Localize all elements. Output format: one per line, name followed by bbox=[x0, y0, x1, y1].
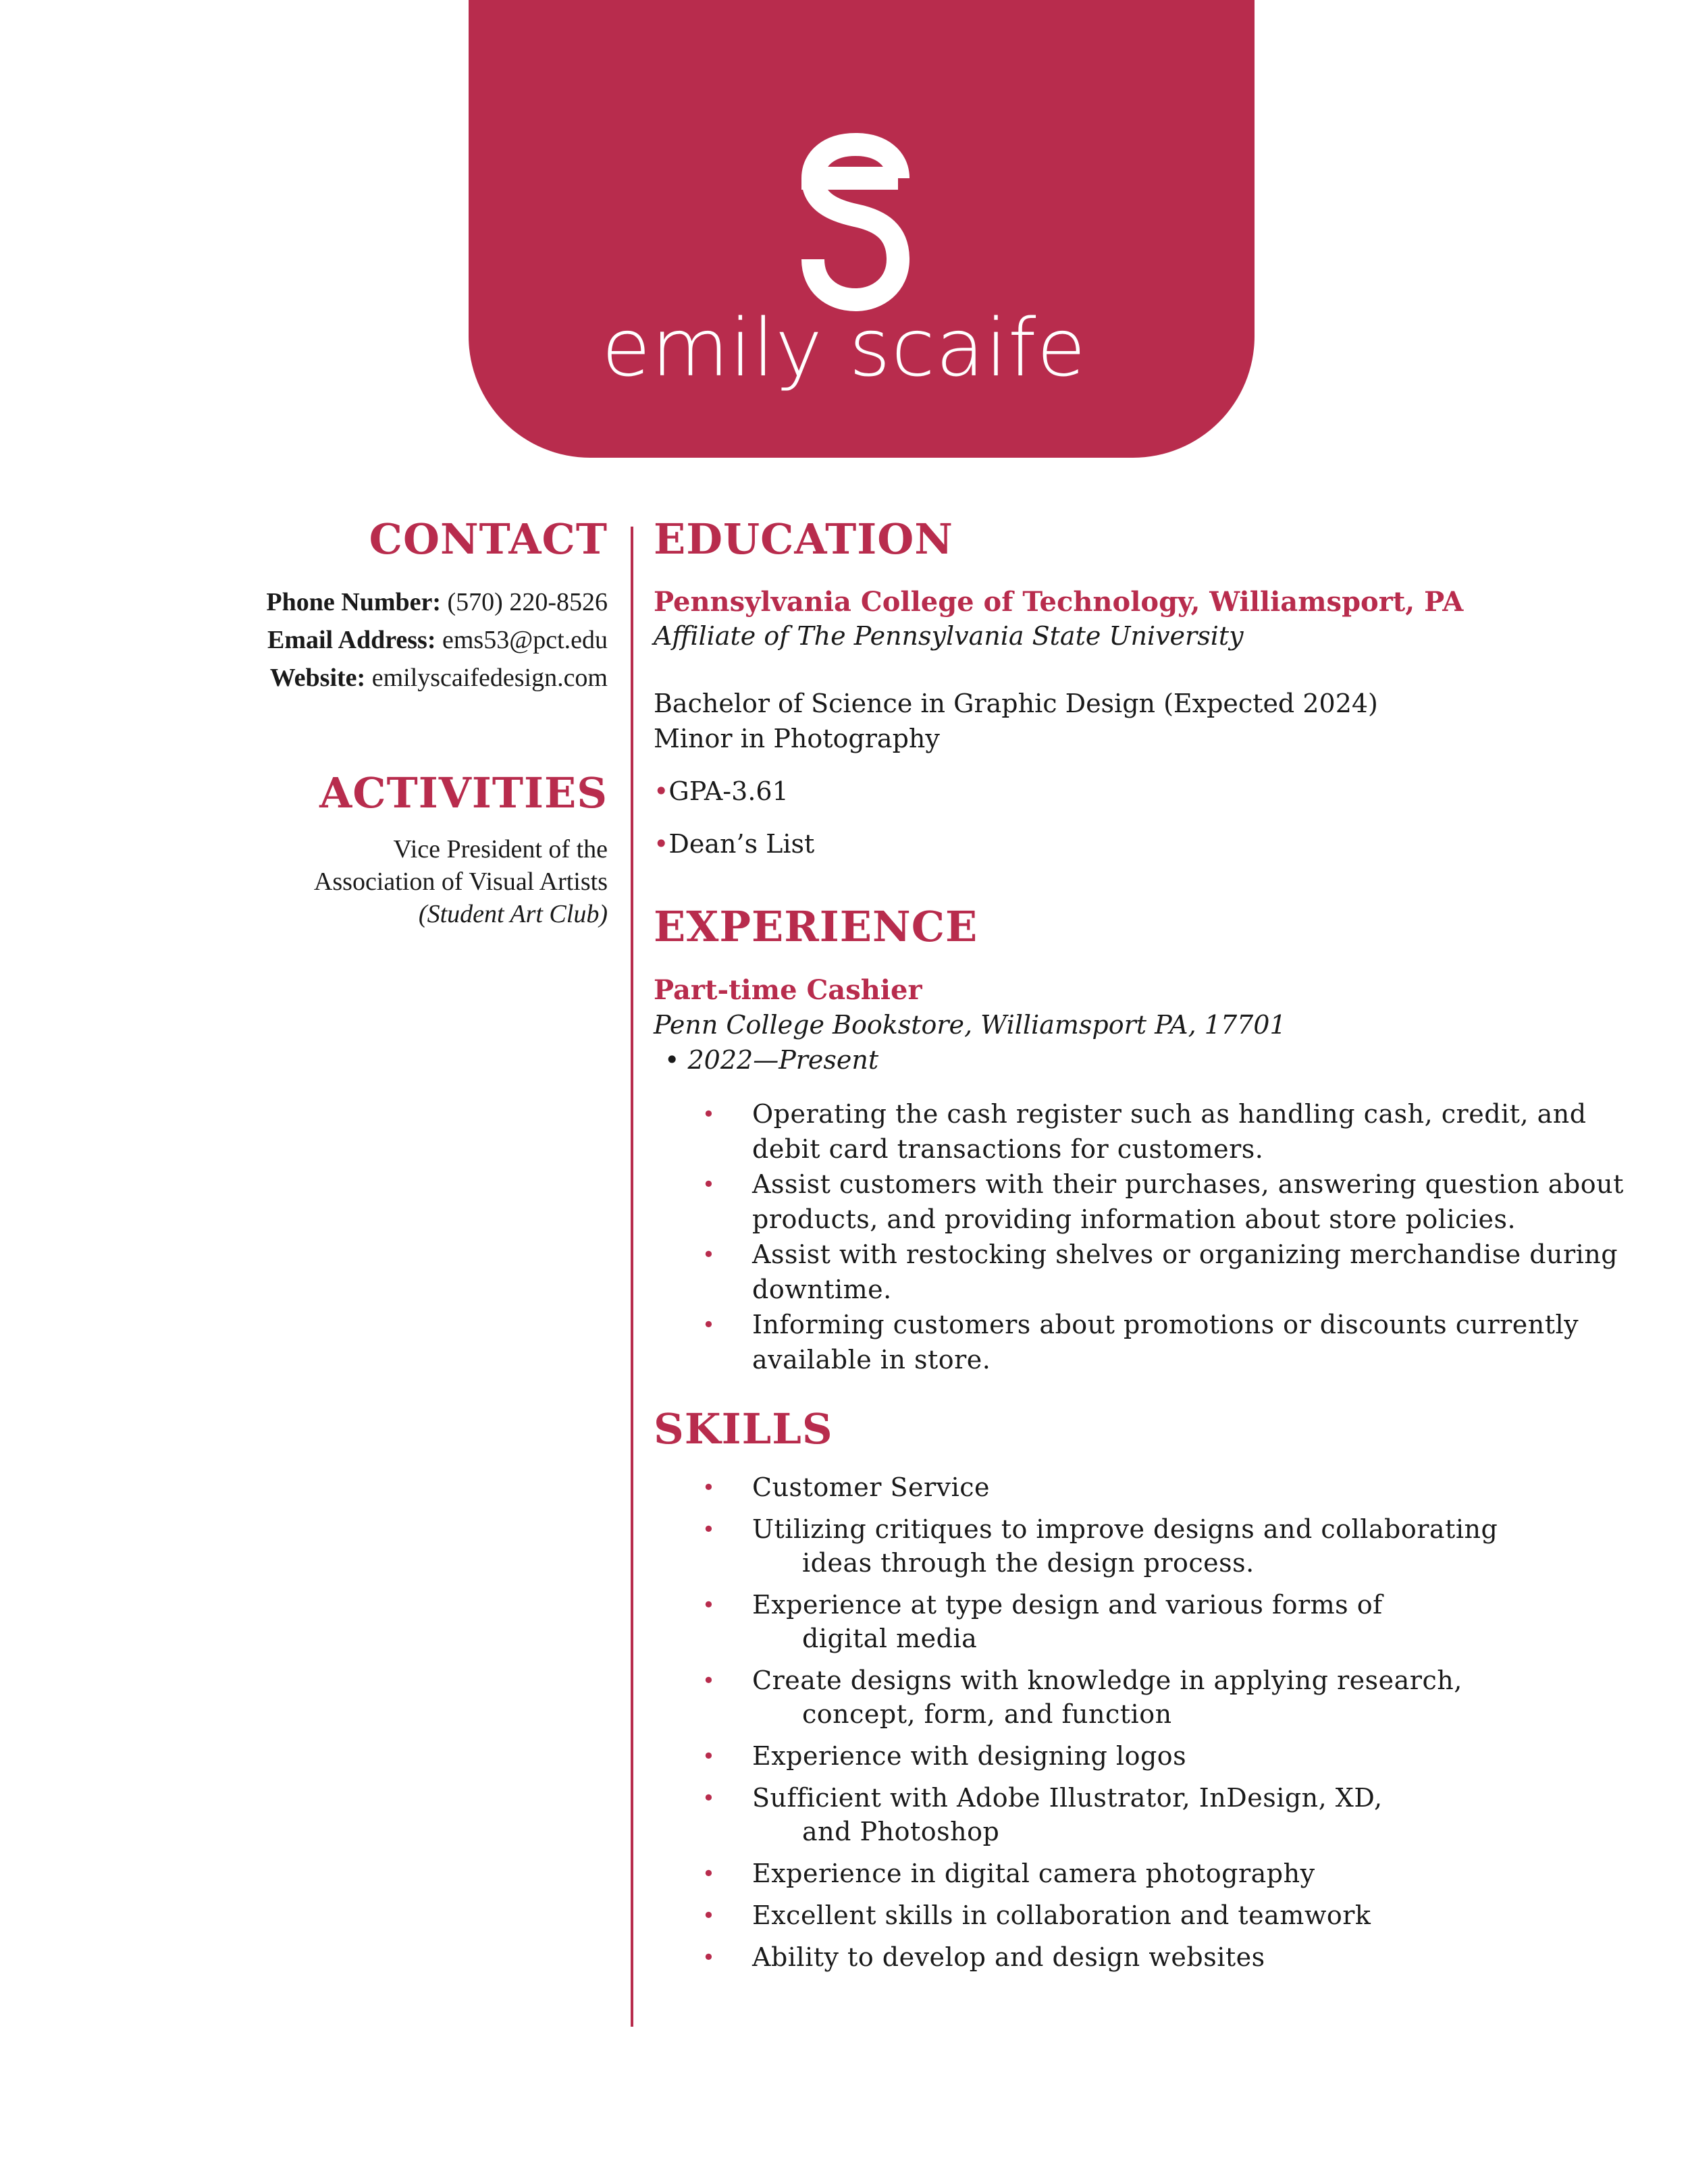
skill-text: Ability to develop and design websites bbox=[752, 1942, 1265, 1972]
skills-list bbox=[654, 1470, 1653, 1974]
list-item bbox=[654, 1781, 1653, 1848]
list-item bbox=[654, 1663, 1653, 1731]
skill-text: Utilizing critiques to improve designs and collaborating bbox=[752, 1514, 1498, 1544]
phone-value: (570) 220-8526 bbox=[447, 588, 608, 616]
activity-note-text: (Student Art Club) bbox=[418, 900, 608, 928]
school-name: Pennsylvania College of Technology, Williamsport, PA bbox=[654, 586, 1464, 618]
list-item bbox=[654, 1167, 1653, 1237]
skill-text-continued: ideas through the design process. bbox=[802, 1548, 1255, 1578]
website-row bbox=[95, 659, 608, 697]
phone-label: Phone Number: bbox=[266, 588, 442, 616]
list-item bbox=[654, 1237, 1653, 1307]
website-label: Website: bbox=[269, 664, 366, 692]
monogram-s-icon bbox=[797, 131, 914, 313]
email-row bbox=[95, 621, 608, 659]
bullet: • bbox=[702, 1743, 716, 1769]
skill-text: Experience in digital camera photography bbox=[752, 1859, 1315, 1888]
list-item bbox=[654, 1857, 1653, 1890]
candidate-name: emily scaife bbox=[601, 301, 1087, 394]
activity-line: Vice President of the bbox=[393, 835, 608, 863]
bullet: • bbox=[702, 1516, 716, 1542]
gpa-item bbox=[654, 774, 1653, 809]
bullet: • bbox=[654, 829, 669, 859]
list-item bbox=[654, 1588, 1653, 1655]
skill-text-continued: concept, form, and function bbox=[802, 1699, 1172, 1729]
job-title: Part-time Cashier bbox=[654, 974, 922, 1006]
bullet: • bbox=[702, 1861, 716, 1886]
activities-heading: ACTIVITIES bbox=[319, 768, 608, 818]
bullet: • bbox=[702, 1171, 716, 1197]
phone-row bbox=[95, 583, 608, 621]
skill-text: Customer Service bbox=[752, 1472, 991, 1502]
list-item bbox=[654, 1470, 1653, 1504]
minor: Minor in Photography bbox=[654, 724, 940, 753]
email-label: Email Address: bbox=[267, 626, 436, 654]
website-value[interactable]: emilyscaifedesign.com bbox=[371, 664, 608, 692]
duties-list bbox=[654, 1096, 1653, 1377]
duty-text: Assist with restocking shelves or organizing merchandise during downtime. bbox=[752, 1240, 1618, 1304]
activities-block bbox=[95, 833, 608, 930]
list-item bbox=[654, 1096, 1653, 1167]
duty-text: Informing customers about promotions or discounts currently available in store. bbox=[752, 1310, 1579, 1375]
gpa-text: GPA-3.61 bbox=[668, 776, 789, 806]
bullet: • bbox=[654, 776, 669, 806]
skill-text: Excellent skills in collaboration and teamwork bbox=[752, 1900, 1371, 1930]
bullet: • bbox=[702, 1944, 716, 1970]
skill-text: Experience with designing logos bbox=[752, 1741, 1187, 1771]
column-divider bbox=[631, 527, 633, 2027]
skills-heading: SKILLS bbox=[654, 1404, 833, 1454]
employer: Penn College Bookstore, Williamsport PA, 17701 bbox=[654, 1010, 1286, 1040]
skill-text-continued: and Photoshop bbox=[802, 1817, 1000, 1846]
bullet: • bbox=[702, 1902, 716, 1928]
right-column bbox=[654, 514, 1653, 1982]
skill-text: Sufficient with Adobe Illustrator, InDesign, XD, bbox=[752, 1783, 1383, 1813]
bullet: • bbox=[702, 1592, 716, 1618]
duty-text: Operating the cash register such as handling cash, credit, and debit card transactions for customers. bbox=[752, 1099, 1587, 1164]
bullet: • bbox=[702, 1312, 716, 1337]
experience-heading: EXPERIENCE bbox=[654, 902, 978, 951]
list-item bbox=[654, 1739, 1653, 1773]
skill-text-continued: digital media bbox=[802, 1624, 978, 1653]
honors-text: Dean’s List bbox=[668, 829, 815, 859]
activity-line: Association of Visual Artists bbox=[313, 868, 608, 896]
duty-text: Assist customers with their purchases, answering question about products, and providing information about store policies. bbox=[752, 1169, 1624, 1234]
degree: Bachelor of Science in Graphic Design (Expected 2024) bbox=[654, 689, 1378, 718]
job-dates: • 2022—Present bbox=[664, 1045, 879, 1075]
skill-text: Experience at type design and various forms of bbox=[752, 1590, 1383, 1620]
list-item bbox=[654, 1307, 1653, 1377]
list-item bbox=[654, 1898, 1653, 1932]
education-heading: EDUCATION bbox=[654, 514, 953, 564]
list-item bbox=[654, 1512, 1653, 1580]
contact-heading: CONTACT bbox=[369, 514, 608, 564]
bullet: • bbox=[702, 1785, 716, 1811]
skill-text: Create designs with knowledge in applying research, bbox=[752, 1666, 1462, 1695]
contact-block bbox=[95, 583, 608, 697]
bullet: • bbox=[702, 1101, 716, 1127]
email-value[interactable]: ems53@pct.edu bbox=[442, 626, 608, 654]
school-affiliation: Affiliate of The Pennsylvania State University bbox=[654, 621, 1244, 651]
bullet: • bbox=[702, 1474, 716, 1500]
bullet: • bbox=[702, 1242, 716, 1267]
list-item bbox=[654, 1940, 1653, 1974]
bullet: • bbox=[702, 1668, 716, 1693]
honors-item bbox=[654, 826, 1653, 861]
left-column bbox=[95, 514, 608, 930]
activity-note bbox=[95, 898, 608, 930]
